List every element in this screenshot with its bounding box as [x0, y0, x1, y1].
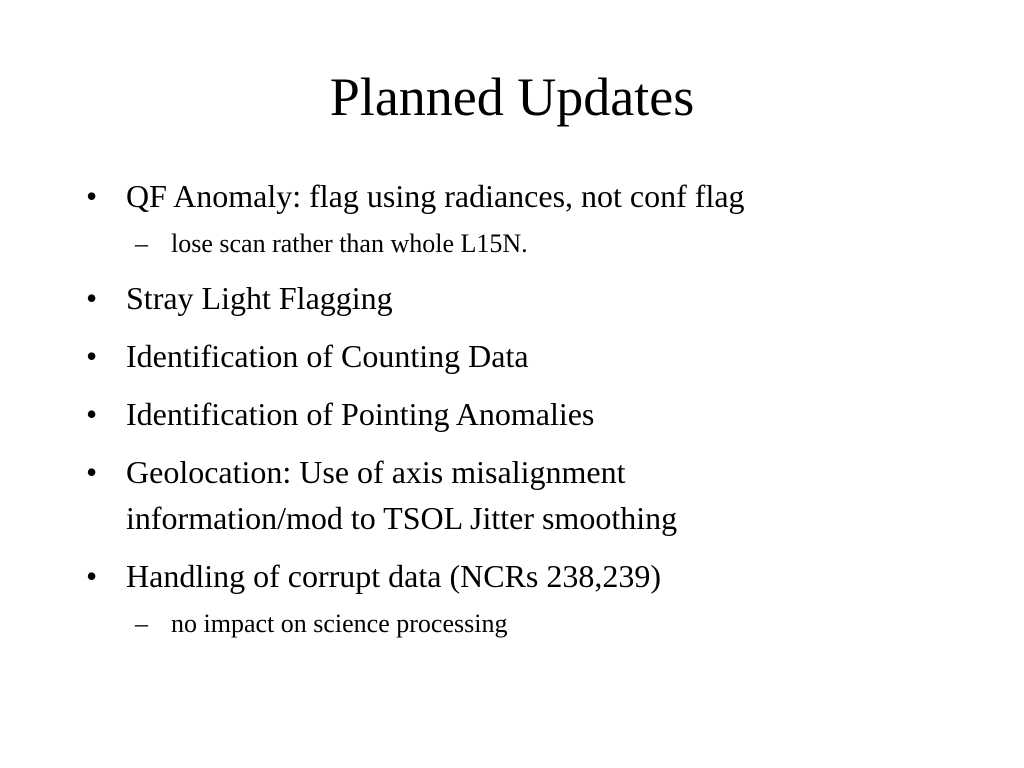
bullet-item-qf-anomaly — [86, 173, 986, 219]
bullet-text: QF Anomaly: flag using radiances, not conf flag — [126, 178, 745, 214]
bullet-list — [86, 173, 986, 655]
sub-bullet-text: no impact on science processing — [171, 609, 508, 638]
sub-bullet-item-lose-scan — [135, 227, 986, 261]
bullet-marker: • — [86, 558, 98, 594]
slide-title: Planned Updates — [329, 67, 695, 127]
sub-bullet-text: lose scan rather than whole L15N. — [171, 229, 528, 258]
bullet-text-line-1: Geolocation: Use of axis misalignment — [126, 454, 626, 490]
bullet-marker: • — [86, 338, 98, 374]
sub-bullet-item-no-impact — [135, 607, 986, 641]
bullet-item-stray-light — [86, 275, 986, 321]
bullet-item-corrupt-data — [86, 553, 986, 599]
bullet-marker: • — [86, 454, 98, 490]
bullet-marker: • — [86, 396, 98, 432]
bullet-item-pointing-anomalies — [86, 391, 986, 437]
bullet-marker: • — [86, 178, 98, 214]
bullet-text: Stray Light Flagging — [126, 280, 393, 316]
bullet-item-counting-data — [86, 333, 986, 379]
bullet-text-line-2: information/mod to TSOL Jitter smoothing — [126, 500, 678, 536]
bullet-text: Identification of Pointing Anomalies — [126, 396, 595, 432]
sub-bullet-marker: – — [135, 609, 148, 638]
bullet-marker: • — [86, 280, 98, 316]
bullet-text: Identification of Counting Data — [126, 338, 529, 374]
sub-bullet-marker: – — [135, 229, 148, 258]
bullet-item-geolocation — [86, 449, 986, 541]
bullet-text: Handling of corrupt data (NCRs 238,239) — [126, 558, 662, 594]
